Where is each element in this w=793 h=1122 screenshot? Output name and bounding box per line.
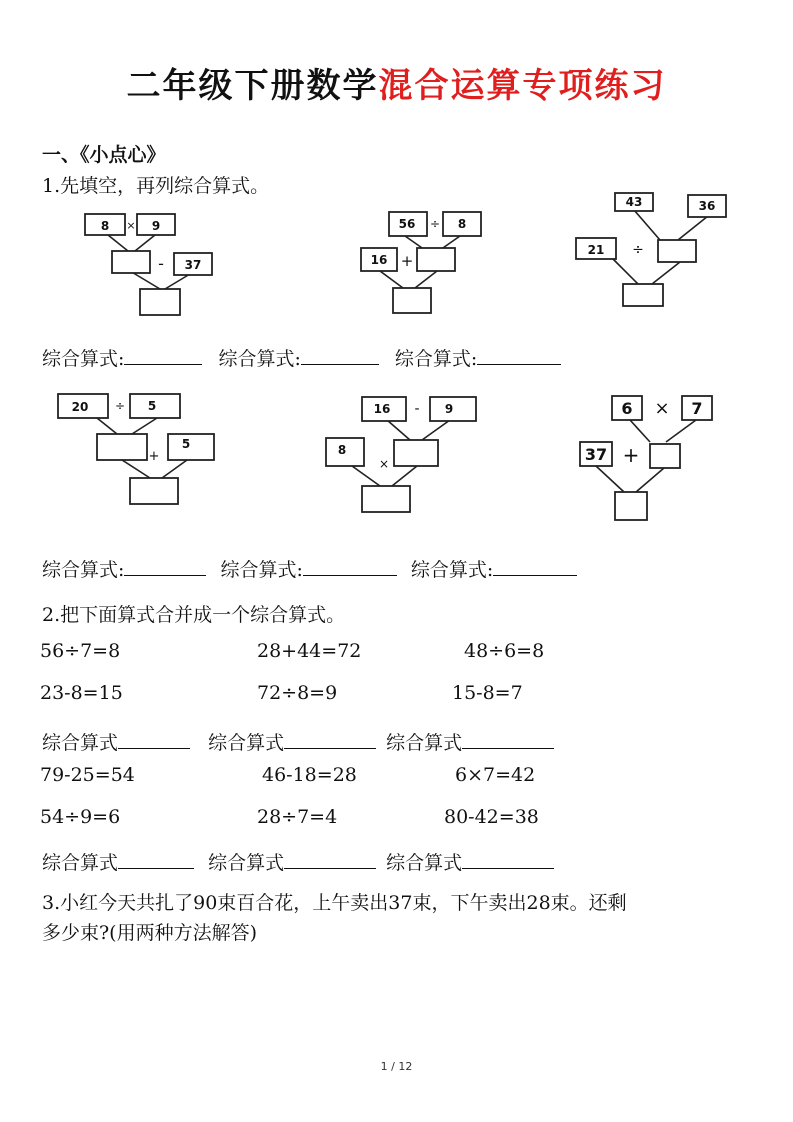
d1-b: 9: [151, 219, 161, 233]
d6-op1: ×: [654, 398, 670, 419]
formula-label: 综合算式:: [410, 559, 494, 581]
diagram-3: [570, 190, 735, 315]
title-highlight: 混合运算专项练习: [378, 66, 667, 106]
d5-c: 8: [337, 443, 347, 457]
equation: 48÷6=8: [464, 640, 545, 662]
d4-b: 5: [147, 399, 157, 413]
formula-label: 综合算式: [42, 852, 119, 874]
formula-label: 综合算式:: [394, 348, 478, 370]
formula-row-2: [42, 555, 577, 582]
page-number: 1 / 12: [380, 1060, 413, 1073]
d6-b: 7: [691, 399, 703, 418]
d6-c: 37: [584, 445, 608, 464]
equation: 6×7=42: [455, 764, 536, 786]
formula-label: 综合算式:: [218, 348, 301, 370]
question-3-line-2: 多少束?(用两种方法解答): [42, 922, 258, 944]
equation: 79-25=54: [40, 764, 135, 786]
formula-blank[interactable]: [301, 346, 379, 365]
formula-row-1: [42, 344, 561, 371]
formula-label: 综合算式: [42, 732, 119, 754]
diagram-6: [574, 392, 724, 524]
formula-label: 综合算式: [208, 732, 285, 754]
d6-op2: +: [622, 443, 640, 467]
formula-blank[interactable]: [284, 730, 376, 749]
d2-c: 16: [370, 253, 388, 267]
equation: 15-8=7: [452, 682, 523, 704]
d3-b: 36: [698, 199, 716, 213]
d1-op2: -: [158, 254, 164, 273]
page-title: 二年级下册数学混合运算专项练习: [126, 66, 667, 106]
formula-blank[interactable]: [118, 850, 194, 869]
formula-label: 综合算式:: [42, 348, 125, 370]
equation: 28÷7=4: [257, 806, 338, 828]
diagram-2: [355, 204, 490, 316]
d5-op2: ×: [378, 457, 390, 471]
d2-op2: +: [400, 252, 414, 270]
d3-a: 43: [625, 195, 643, 209]
formula-blank[interactable]: [118, 730, 190, 749]
formula-row-3: [42, 728, 554, 755]
d6-a: 6: [621, 399, 633, 418]
d2-a: 56: [398, 217, 416, 231]
d4-a: 20: [71, 400, 89, 414]
formula-label: 综合算式:: [42, 559, 125, 581]
d4-op1: ÷: [114, 399, 126, 413]
d3-c: 21: [587, 243, 605, 257]
d5-a: 16: [373, 402, 391, 416]
d5-op1: -: [414, 401, 420, 417]
d5-b: 9: [444, 402, 454, 416]
formula-blank[interactable]: [477, 346, 561, 365]
equation: 23-8=15: [40, 682, 123, 704]
formula-blank[interactable]: [124, 346, 202, 365]
formula-label: 综合算式: [386, 732, 463, 754]
diagram-4: [52, 390, 222, 512]
diagram-1: [80, 207, 215, 317]
d4-op2: +: [148, 449, 160, 464]
formula-blank[interactable]: [493, 557, 577, 576]
equation: 54÷9=6: [40, 806, 121, 828]
formula-label: 综合算式: [386, 852, 463, 874]
d1-c: 37: [184, 258, 202, 272]
d1-op1: ×: [126, 219, 136, 232]
question-3-line-1: 3.小红今天共扎了90束百合花，上午卖出37束，下午卖出28束。还剩: [42, 892, 627, 914]
d2-b: 8: [457, 217, 467, 231]
formula-blank[interactable]: [462, 850, 554, 869]
d2-op1: ÷: [429, 217, 441, 231]
d3-op2: ÷: [632, 242, 644, 258]
section-heading: 一、《小点心》: [42, 144, 166, 166]
formula-label: 综合算式: [208, 852, 285, 874]
formula-label: 综合算式:: [220, 559, 303, 581]
formula-row-4: [42, 848, 554, 875]
formula-blank[interactable]: [303, 557, 397, 576]
d4-c: 5: [181, 437, 191, 451]
equation: 72÷8=9: [257, 682, 338, 704]
formula-blank[interactable]: [284, 850, 376, 869]
formula-blank[interactable]: [124, 557, 206, 576]
d1-a: 8: [100, 219, 110, 233]
question-1: 1.先填空，再列综合算式。: [42, 175, 270, 197]
formula-blank[interactable]: [462, 730, 554, 749]
equation: 80-42=38: [444, 806, 539, 828]
equation: 46-18=28: [262, 764, 357, 786]
equation: 28+44=72: [257, 640, 362, 662]
question-2: 2.把下面算式合并成一个综合算式。: [42, 604, 346, 626]
diagram-5: [322, 392, 487, 517]
equation: 56÷7=8: [40, 640, 121, 662]
